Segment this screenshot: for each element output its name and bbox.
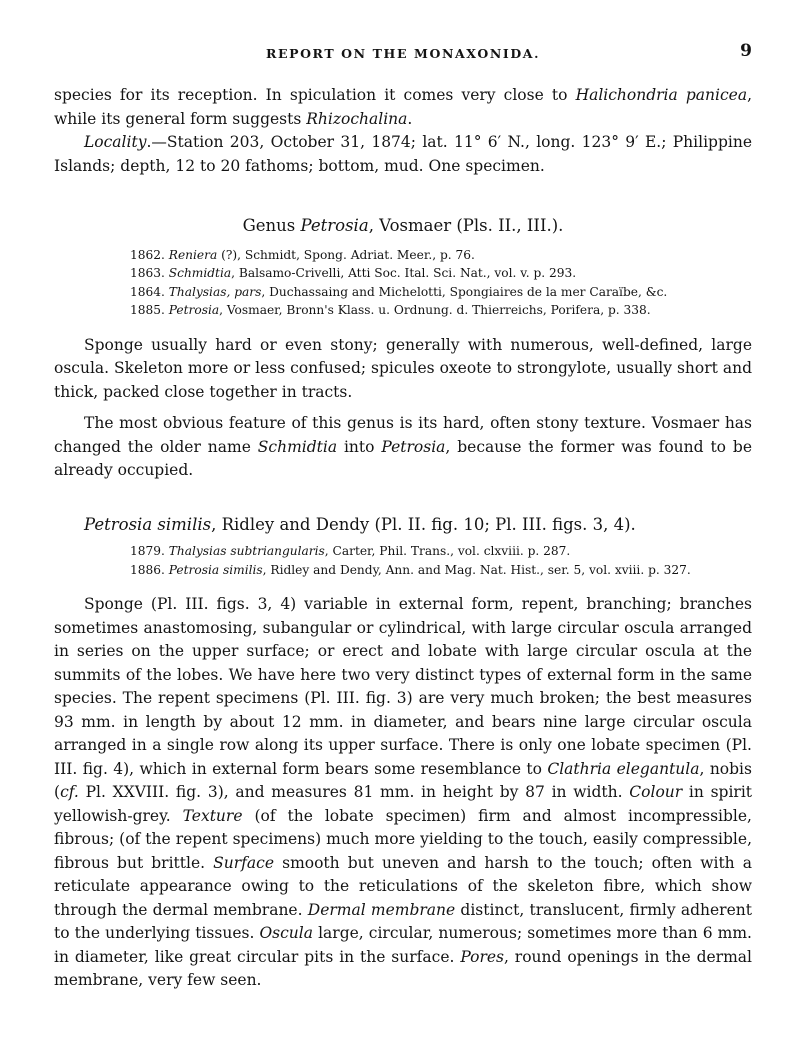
synonymy-entry: 1864. Thalysias, pars, Duchassaing and Michelotti, Spongiaires de la mer Caraïbe, &c. [130,284,668,299]
synonymy-entry: 1879. Thalysias subtriangularis, Carter, Phil. Trans., vol. clxviii. p. 287. [130,544,571,558]
running-title: REPORT ON THE MONAXONIDA. [265,46,541,61]
genus-remarks: The most obvious feature of this genus is its hard, often stony texture. Vosmaer has changed the older name Schmidtia into Petrosia, because the former was found to be already occupied. [54,414,752,479]
texture-label: Texture [182,806,243,825]
species-description: Sponge (Pl. III. figs. 3, 4) variable in external form, repent, branching; branches sometimes anastomosing, subangular or cylindrical, with large circular oscula arranged in series on the upper surface; or erect and lobate with large circular oscula at the summits of the lobes. We have here two very distinct types of external form in the same species. The repent specimens (Pl. III. fig. 3) are very much broken; the best measures 93 mm. in length by about 12 mm. in diameter, and bears nine large circular oscula arranged in a single row along its upper surface. There is only one lobate specimen (Pl. III. fig. 4), which in external form bears some resemblance to Clathria elegantula, nobis (cf. Pl. XXVIII. fig. 3), and measures 81 mm. in height by 87 in width. Colour in spirit yellowish-grey. Texture (of the lobate specimen) firm and almost incompressible, fibrous; (of the repent specimens) much more yielding to the touch, easily compressible, fibrous but brittle. Surface smooth but uneven and harsh to the touch; often with a reticulate appearance owing to the reticulations of the skeleton fibre, which show through the dermal membrane. Dermal membrane distinct, translucent, firmly adherent to the underlying tissues. Oscula large, circular, numerous; sometimes more than 6 mm. in diameter, like great circular pits in the surface. Pores, round openings in the dermal membrane, very few seen. [54,595,752,989]
pores-label: Pores [460,947,504,966]
genus-diagnosis: Sponge usually hard or even stony; generally with numerous, well-defined, large oscula. Skeleton more or less confused; spicules oxeote to strongylote, usually short and thick, packed close together in tracts. [54,335,752,401]
locality-paragraph: Locality.—Station 203, October 31, 1874; lat. 11° 6′ N., long. 123° 9′ E.; Philippine Islands; depth, 12 to 20 fathoms; bottom, mud. One specimen. [54,133,752,175]
running-header [54,40,752,70]
surface-label: Surface [213,853,275,872]
oscula-label: Oscula [259,924,313,942]
locality-label: Locality [84,133,147,151]
dermal-membrane-label: Dermal membrane [307,900,456,919]
species-heading: Petrosia similis, Ridley and Dendy (Pl. II. fig. 10; Pl. III. figs. 3, 4). [84,514,636,534]
species-synonymy-list [130,542,752,579]
page-number: 9 [740,41,752,61]
genus-synonymy-list [130,246,752,320]
intro-paragraph: species for its reception. In spiculation it comes very close to Halichondria panicea, while its general form suggests Rhizochalina. [54,86,752,128]
colour-label: Colour [629,783,683,801]
genus-heading: Genus Petrosia, Vosmaer (Pls. II., III.). [242,216,564,235]
synonymy-entry: 1885. Petrosia, Vosmaer, Bronn's Klass. u. Ordnung. d. Thierreichs, Porifera, p. 338. [130,303,651,317]
synonymy-entry: 1886. Petrosia similis, Ridley and Dendy, Ann. and Mag. Nat. Hist., ser. 5, vol. xviii. p. 327. [130,562,691,577]
synonymy-entry: 1863. Schmidtia, Balsamo-Crivelli, Atti Soc. Ital. Sci. Nat., vol. v. p. 293. [130,266,577,280]
synonymy-entry: 1862. Reniera (?), Schmidt, Spong. Adriat. Meer., p. 76. [130,247,475,262]
